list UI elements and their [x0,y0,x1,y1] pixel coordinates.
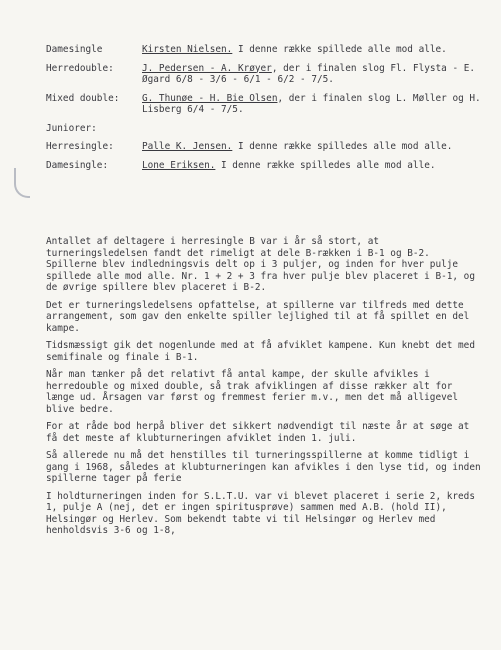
result-value [142,93,486,116]
result-label: Damesingle [46,44,103,55]
paragraph: Så allerede nu må det henstilles til turneringsspillerne at komme tidligt i gang i 1968, således at klubturneringen kan afvikles i den lyse tid, og inden spillerne tager på ferie [46,450,481,484]
juniors-heading: Juniorer: [46,122,97,134]
result-text: I denne række spillede alle mod alle. [232,44,447,55]
paragraph: Når man tænker på det relativt få antal kampe, der skulle afvikles i herredouble og mixed double, så trak afviklingen af disse rækker alt for længe ud. Årsagen var først og fremmest ferier m.v., men det må alligevel blive bedre. [46,369,459,415]
result-text: , der i finalen slog Fl. Flysta - E. Øgard 6/8 - 3/6 - 6/1 - 6/2 - 7/5. [142,62,476,85]
paragraph: Tidsmæssigt gik det nogenlunde med at få afviklet kampene. Kun knebt det med semifinale og finale i B-1. [46,340,475,363]
results-section [46,44,486,178]
winner-name: Lone Eriksen. [142,159,216,171]
result-label: Herresingle: [46,141,114,152]
result-value [142,63,486,86]
result-row [46,93,486,116]
result-row [46,44,486,56]
paragraph: For at råde bod herpå bliver det sikkert nødvendigt til næste år at søge at få det meste af klubturneringen afviklet inden 1. juli. [46,421,470,444]
result-label: Damesingle: [46,159,109,171]
winner-name: J. Pedersen - A. Krøyer [142,62,272,74]
result-text: I denne række spilledes alle mod alle. [232,141,453,152]
winner-name: Palle K. Jensen. [142,141,233,152]
junior-row [46,141,486,153]
paragraph: Det er turneringsledelsens opfattelse, at spillerne var tilfreds med dette arrangement, som gav den enkelte spiller lejlighed til at få spillet en del kampe. [46,299,470,334]
result-value [142,160,486,172]
report-body [46,236,486,543]
result-value [142,141,486,153]
result-row [46,63,486,86]
result-text: , der i finalen slog L. Møller og H. Lisberg 6/4 - 7/5. [142,92,481,115]
result-label: Herredouble: [46,62,114,74]
result-label: Mixed double: [46,92,120,104]
result-text: I denne række spilledes alle mod alle. [215,159,436,171]
junior-row [46,160,486,172]
winner-name: Kirsten Nielsen. [142,44,233,55]
winner-name: G. Thunøe - H. Bie Olsen [142,92,278,104]
hole-punch-mark [14,168,30,198]
paragraph: I holdturneringen inden for S.L.T.U. var vi blevet placeret i serie 2, kreds 1, pulje A (nej, det er ingen spiritusprøve) sammen med A.B. (hold II), Helsingør og Herlev. Som bekendt tabte vi til Helsingør og Herlev med henholdsvis 3-6 og 1-8, [46,490,475,536]
result-value [142,44,486,56]
paragraph: Antallet af deltagere i herresingle B var i år så stort, at turneringsledelsen fandt det rimeligt at dele B-rækken i B-1 og B-2. Spillerne blev indledningsvis delt op i 3 puljer, og inden for hver pulje spillede alle mod alle. Nr. 1 + 2 + 3 fra hver pulje blev placeret i B-1, og de øvrige spillere blev placeret i B-2. [46,236,475,293]
